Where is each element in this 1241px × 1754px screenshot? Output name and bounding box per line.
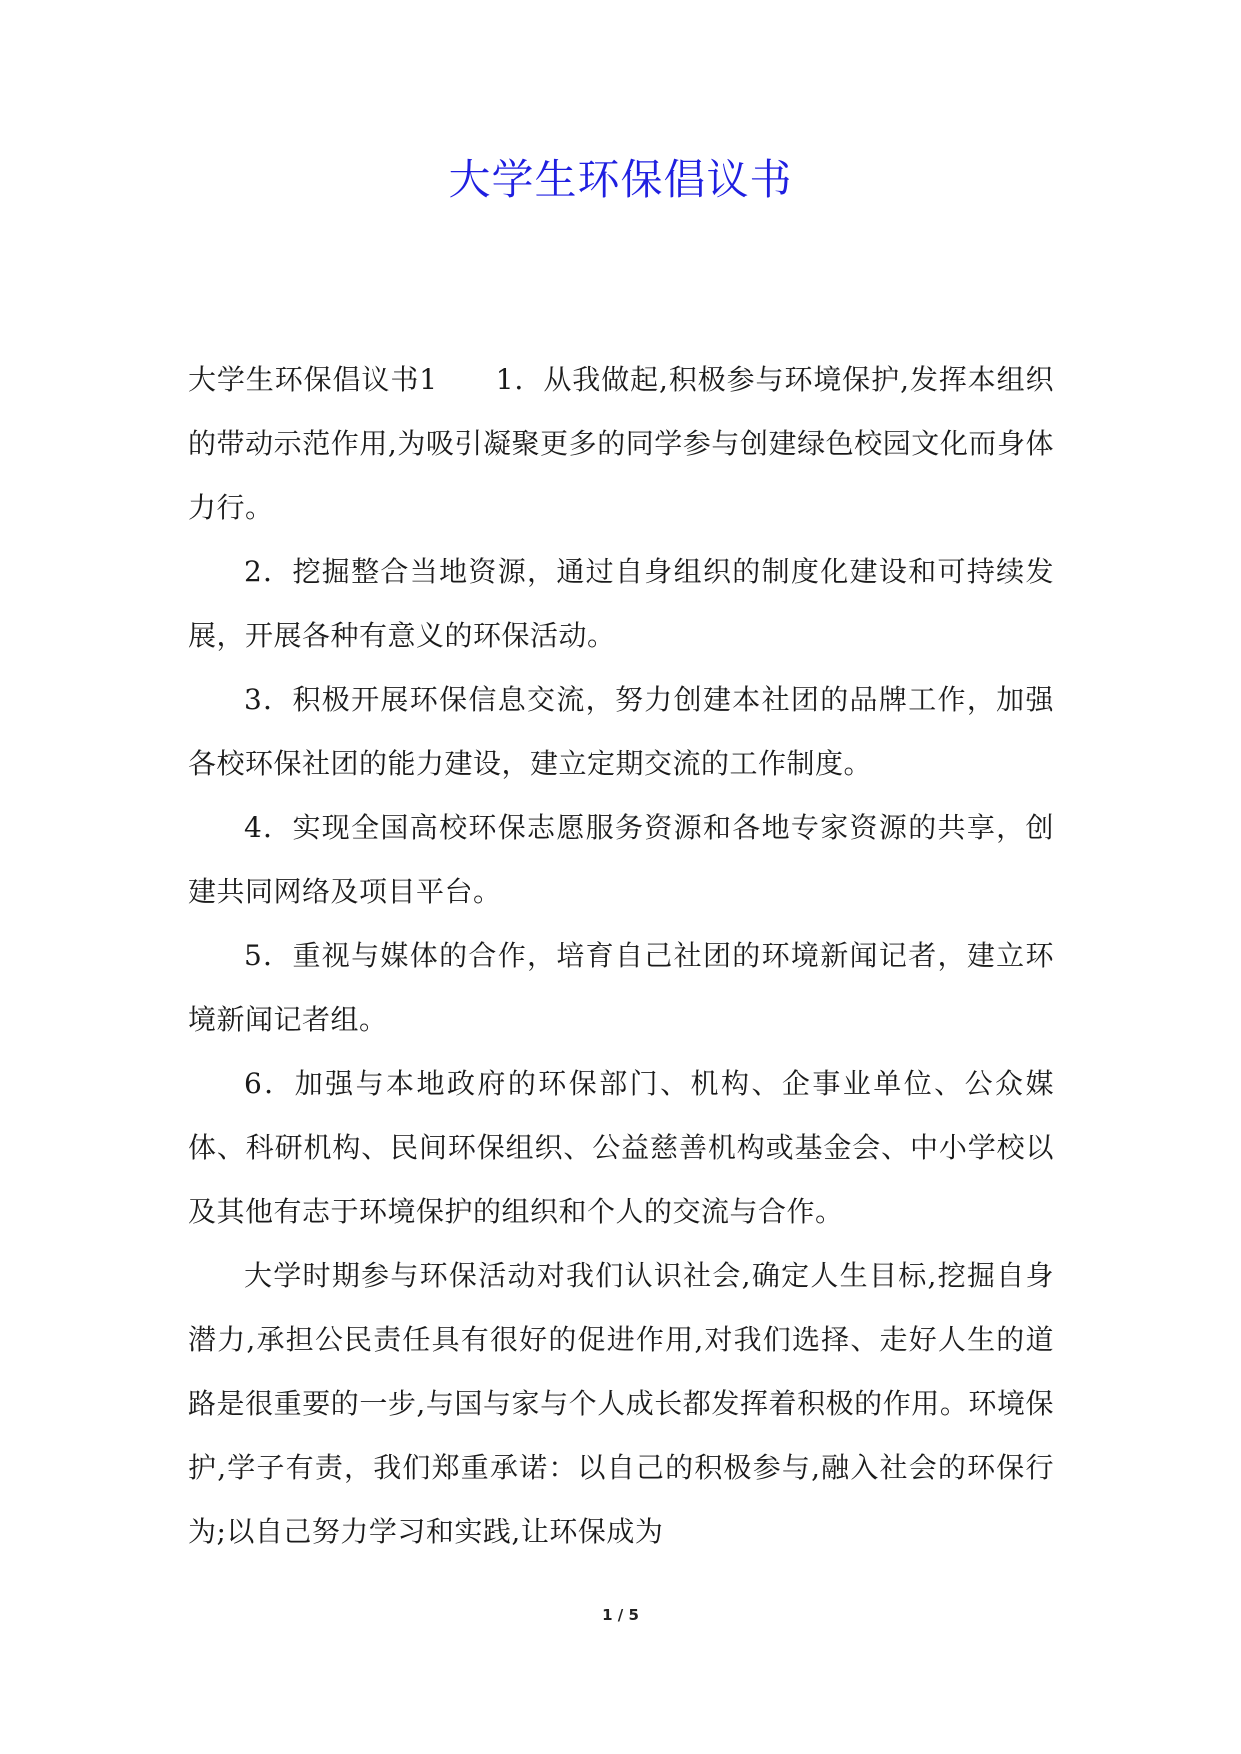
- document-title: 大学生环保倡议书: [448, 155, 793, 204]
- paragraph-6: 6．加强与本地政府的环保部门、机构、企事业单位、公众媒体、科研机构、民间环保组织、公益慈善机构或基金会、中小学校以及其他有志于环境保护的组织和个人的交流与合作。: [188, 1067, 1054, 1228]
- document-body: [188, 348, 1054, 1564]
- paragraph-5: 5．重视与媒体的合作，培育自己社团的环境新闻记者，建立环境新闻记者组。: [188, 939, 1054, 1036]
- paragraph-1: 大学生环保倡议书1 1．从我做起,积极参与环境保护,发挥本组织的带动示范作用,为吸引凝聚更多的同学参与创建绿色校园文化而身体力行。: [188, 363, 1054, 524]
- paragraph-7: 大学时期参与环保活动对我们认识社会,确定人生目标,挖掘自身潜力,承担公民责任具有很好的促进作用,对我们选择、走好人生的道路是很重要的一步,与国与家与个人成长都发挥着积极的作用。环境保护,学子有责，我们郑重承诺：以自己的积极参与,融入社会的环保行为;以自己努力学习和实践,让环保成为: [188, 1259, 1054, 1548]
- page-number: 1 / 5: [602, 1606, 639, 1624]
- paragraph-4: 4．实现全国高校环保志愿服务资源和各地专家资源的共享，创建共同网络及项目平台。: [188, 811, 1054, 908]
- paragraph-2: 2．挖掘整合当地资源，通过自身组织的制度化建设和可持续发展，开展各种有意义的环保活动。: [188, 555, 1054, 652]
- paragraph-3: 3．积极开展环保信息交流，努力创建本社团的品牌工作，加强各校环保社团的能力建设，建立定期交流的工作制度。: [188, 683, 1054, 780]
